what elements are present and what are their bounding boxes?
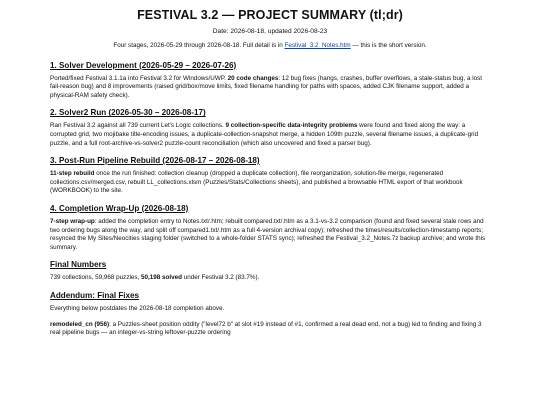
section-paragraph: Everything below postdates the 2026-08-18 completion above. <box>50 304 225 312</box>
section-addendum <box>50 291 490 338</box>
section-text: once the run finished: collection cleanup (dropped a duplicate collection), file reorganization, solution-file merge, regenerated collections.csv/merged.csv, rebuilt LL_collections.xlsm (Puzzles/Stats/Collections sheets), and published a browsable HTML export of that workbook (WORKBOOK) to the site. <box>50 170 463 195</box>
section-text: : added the completion entry to Notes.txt/.htm; rebuilt compared.txt/.htm as a 3.1-vs-3.2 comparison (found and fixed several stale rows and two ordering bugs along the way, and split off compared1.txt/.htm as a full 4-version archival copy); refreshed the times/results/collection-timestamp reports; resynced the My Sites/Neocities staging folder (switched to a whole-folder STATS sync); refreshed the Festival_3.2_Notes.7z backup archive; and wrote this summary. <box>50 217 486 251</box>
date-line: Date: 2026-08-18, updated 2026-08-23 <box>212 28 328 35</box>
section-heading: 3. Post-Run Pipeline Rebuild (2026-08-17 – 2026-08-18) <box>50 156 260 166</box>
section-bold-text: remodeled_cn (956) <box>50 320 110 328</box>
section-bold-text: 7-step wrap-up <box>50 217 95 225</box>
document-title: FESTIVAL 3.2 — PROJECT SUMMARY (tl;dr) <box>137 8 403 22</box>
section-solver-development <box>50 61 490 101</box>
section-heading: 1. Solver Development (2026-05-29 – 2026-07-26) <box>50 60 237 70</box>
section-pipeline-rebuild <box>50 156 490 196</box>
section-paragraph <box>50 75 490 101</box>
section-text: were found and fixed along the way: a corrupted grid, two mojibake title-encoding issues, a duplicate-collection-snapshot merge, a hidden 109th puzzle, several filename issues, a duplicate-grid puzzle, and a full root-archive-vs-solver2 puzzle-count reconciliation (which also uncovered and fixed a parser bug). <box>50 122 479 147</box>
section-bold-text: 50,198 solved <box>141 274 182 282</box>
intro-text-pre: Four stages, 2026-05-29 through 2026-08-18. Full detail is in <box>113 42 285 49</box>
section-paragraph <box>50 274 490 283</box>
section-text: Ported/fixed Festival 3.1.1a into Festival 3.2 for Windows/UWP. <box>50 74 228 82</box>
section-heading: 4. Completion Wrap-Up (2026-08-18) <box>50 203 189 213</box>
section-text: : 12 bug fixes (hangs, crashes, buffer overflows, a stale-status bug, a lost fail-reason bug) and 8 improvements (raised grid/box/move limits, fixed filename handling for paths with spaces, added CJK filename support, added a physical-RAM safety check). <box>50 74 483 99</box>
section-text: 739 collections, 59,968 puzzles, <box>50 274 142 282</box>
section-bold-text: 11-step rebuild <box>50 170 95 178</box>
section-text: under Festival 3.2 (83.7%). <box>181 274 260 282</box>
section-heading: Addendum: Final Fixes <box>50 290 140 300</box>
section-paragraph <box>50 170 490 196</box>
section-completion-wrapup <box>50 204 490 252</box>
section-paragraph <box>50 122 490 148</box>
section-heading: 2. Solver2 Run (2026-05-30 – 2026-08-17) <box>50 108 206 118</box>
section-text: Ran Festival 3.2 against all 739 current Let's Logic collections. <box>50 122 226 130</box>
intro-paragraph <box>50 42 490 51</box>
section-bold-text: 20 code changes <box>227 74 279 82</box>
section-final-numbers <box>50 260 490 283</box>
section-bold-text: 9 collection-specific data-integrity problems <box>225 122 358 130</box>
notes-link[interactable]: Festival_3.2_Notes.htm <box>284 42 351 49</box>
section-paragraph <box>50 321 490 338</box>
section-solver2-run <box>50 108 490 148</box>
section-paragraph <box>50 218 490 252</box>
section-text: : a Puzzles-sheet position oddity ("level72 b" at slot #19 instead of #1, confirmed a real dead end, not a bug) led to finding and fixing 3 real pipeline bugs — an integer-vs-string leftover-puzzle ordering <box>50 320 482 337</box>
section-heading: Final Numbers <box>50 260 107 270</box>
document-page <box>50 0 490 338</box>
intro-text-post: — this is the short version. <box>350 42 427 49</box>
